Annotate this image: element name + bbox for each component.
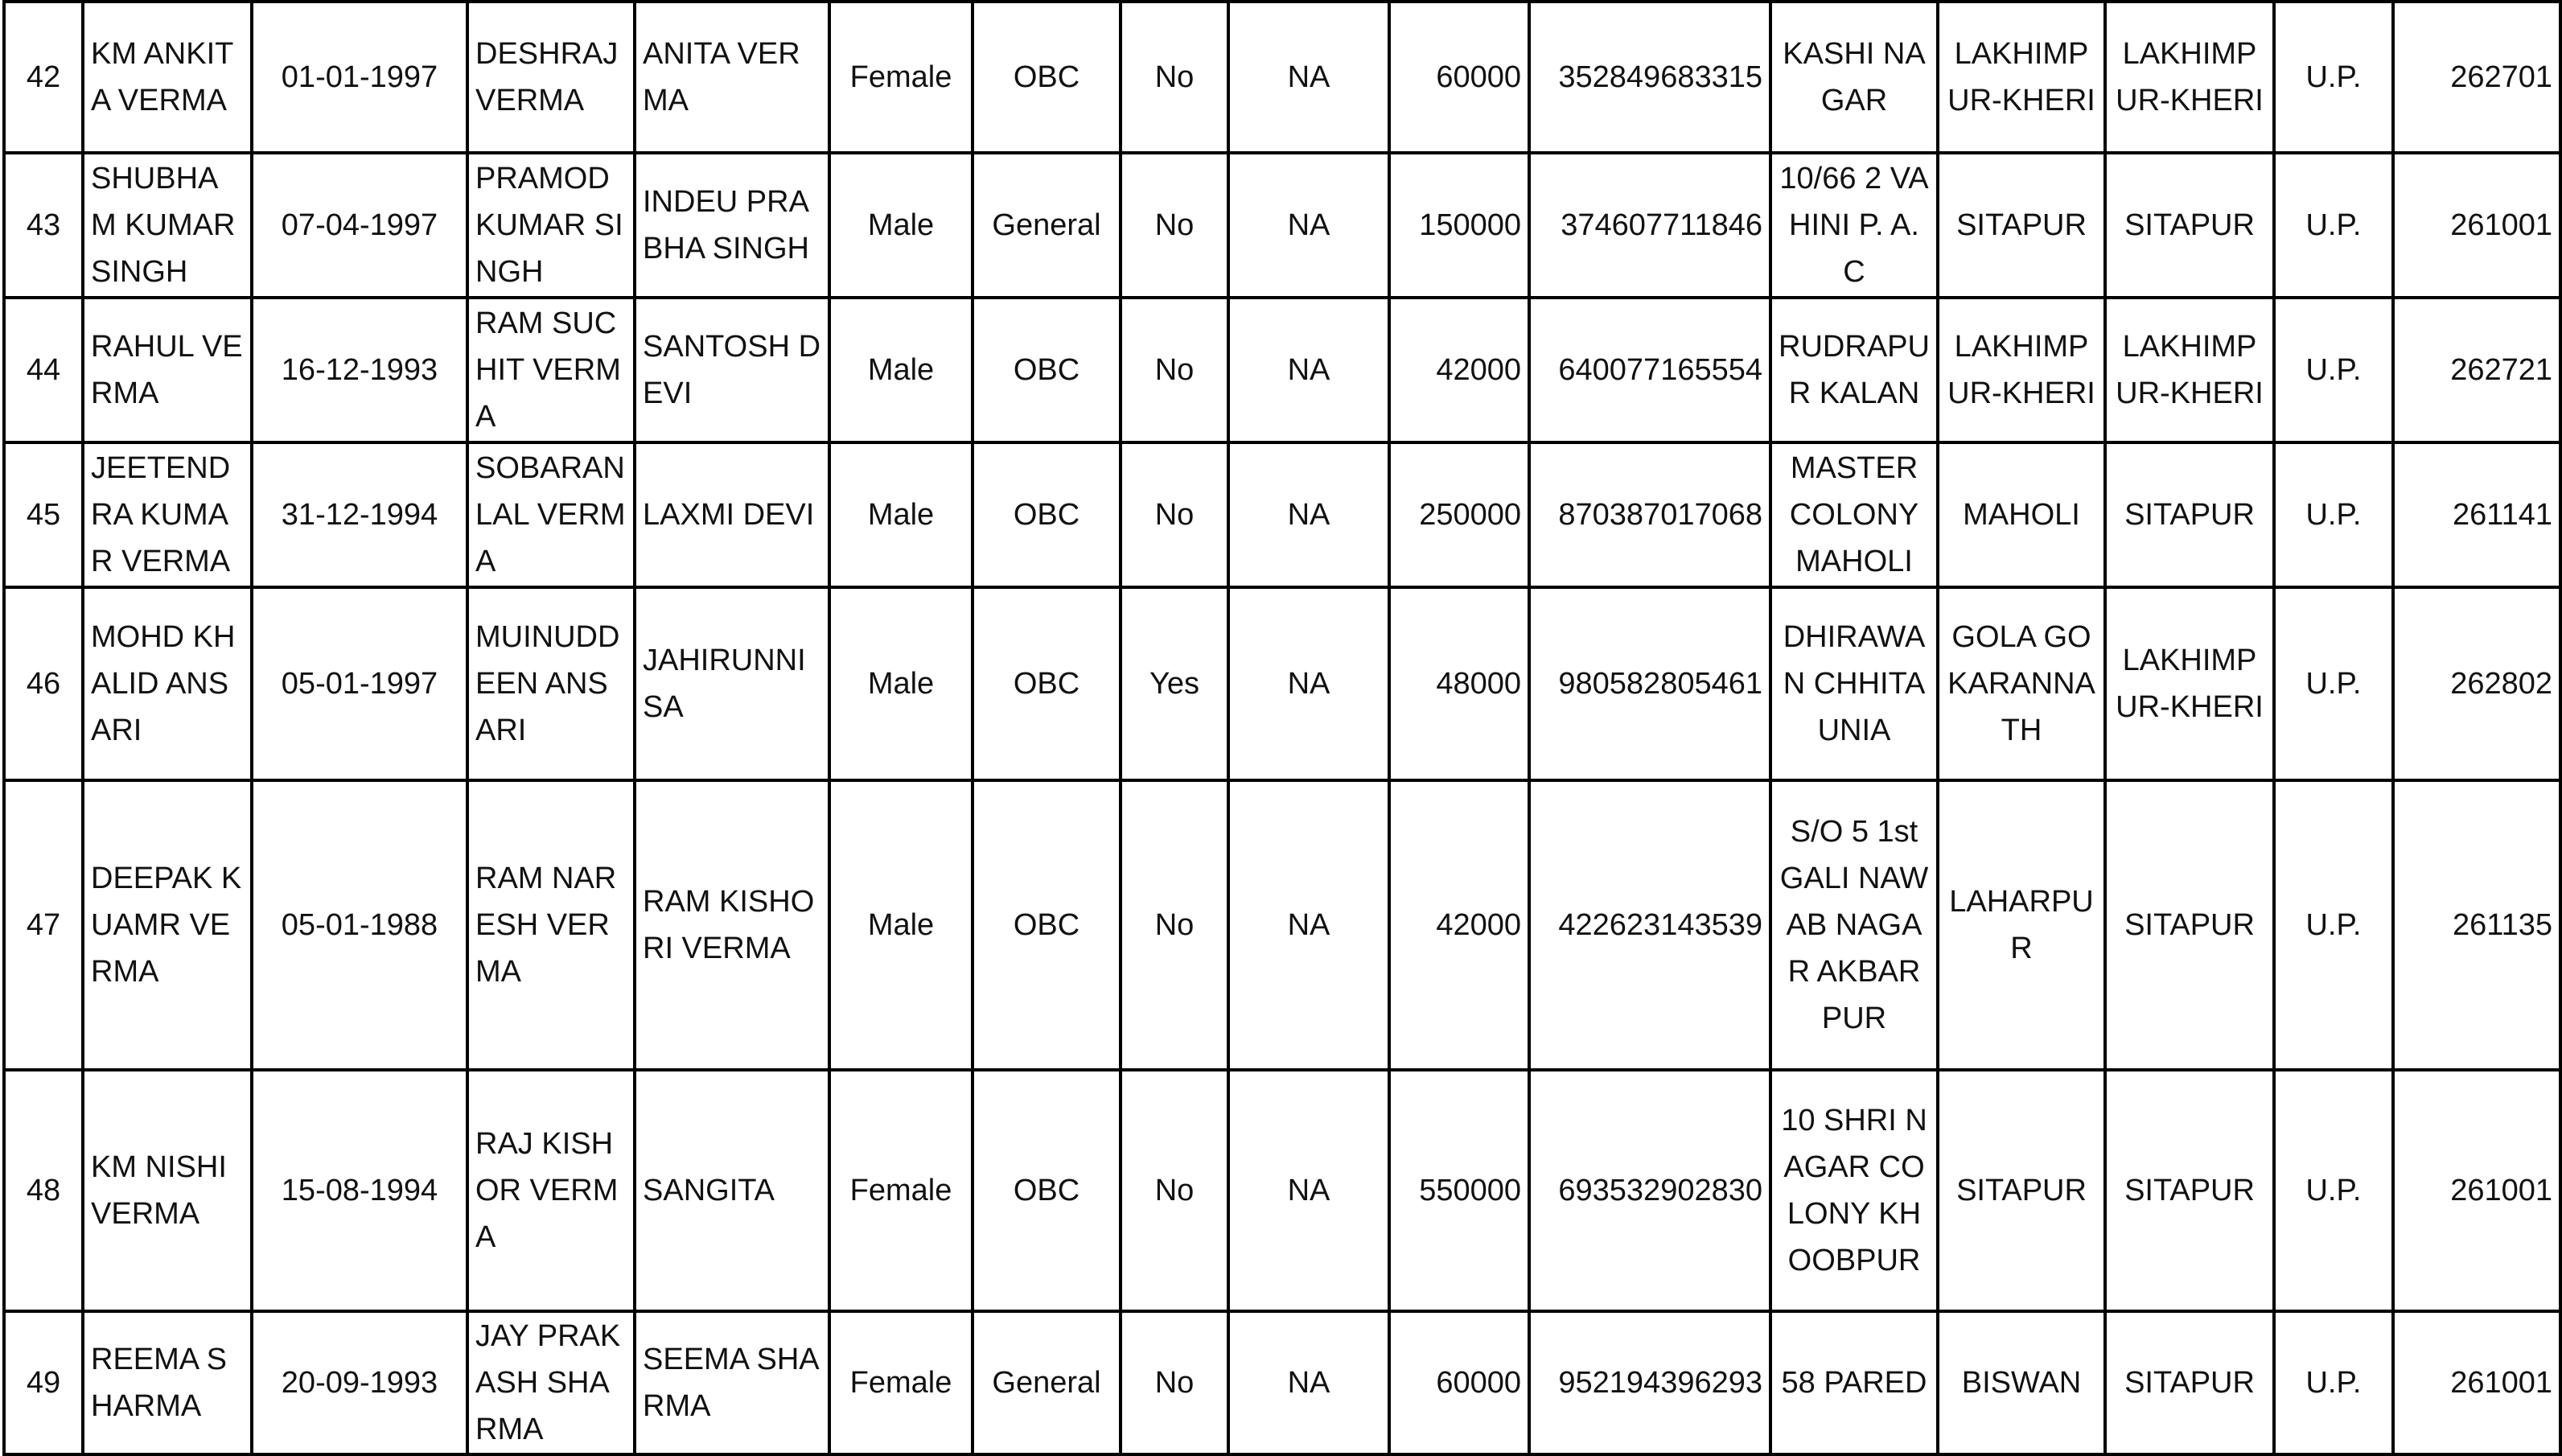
name-cell: RAHUL VERMA (83, 298, 252, 442)
date-of-birth-cell: 31-12-1994 (252, 442, 467, 587)
pin-code-cell: 261001 (2393, 153, 2560, 298)
pin-code-cell: 261001 (2393, 1311, 2560, 1454)
row-number-cell: 46 (4, 587, 83, 780)
father-name-cell: RAM NARESH VERMA (467, 780, 635, 1070)
table-row (4, 298, 2560, 442)
table-row (4, 2, 2560, 153)
city-cell: LAKHIMPUR-KHERI (1938, 298, 2105, 442)
row-number-cell: 49 (4, 1311, 83, 1454)
state-cell: U.P. (2274, 442, 2393, 587)
mother-name-cell: SANTOSH DEVI (635, 298, 829, 442)
address-cell: 58 PARED (1770, 1311, 1938, 1454)
na-cell: NA (1228, 780, 1389, 1070)
id-number-cell: 352849683315 (1529, 2, 1770, 153)
na-cell: NA (1228, 2, 1389, 153)
district-cell: LAKHIMPUR-KHERI (2105, 587, 2274, 780)
table-row (4, 780, 2560, 1070)
gender-cell: Male (829, 780, 973, 1070)
city-cell: GOLA GOKARANNATH (1938, 587, 2105, 780)
id-number-cell: 640077165554 (1529, 298, 1770, 442)
id-number-cell: 693532902830 (1529, 1070, 1770, 1311)
row-number-cell: 47 (4, 780, 83, 1070)
yes-no-cell: No (1121, 298, 1228, 442)
date-of-birth-cell: 16-12-1993 (252, 298, 467, 442)
income-cell: 550000 (1389, 1070, 1529, 1311)
father-name-cell: PRAMOD KUMAR SINGH (467, 153, 635, 298)
state-cell: U.P. (2274, 587, 2393, 780)
date-of-birth-cell: 05-01-1997 (252, 587, 467, 780)
district-cell: SITAPUR (2105, 780, 2274, 1070)
row-number-cell: 44 (4, 298, 83, 442)
income-cell: 250000 (1389, 442, 1529, 587)
city-cell: SITAPUR (1938, 1070, 2105, 1311)
district-cell: SITAPUR (2105, 153, 2274, 298)
pin-code-cell: 261141 (2393, 442, 2560, 587)
income-cell: 60000 (1389, 1311, 1529, 1454)
id-number-cell: 980582805461 (1529, 587, 1770, 780)
date-of-birth-cell: 05-01-1988 (252, 780, 467, 1070)
father-name-cell: RAJ KISHOR VERMA (467, 1070, 635, 1311)
city-cell: MAHOLI (1938, 442, 2105, 587)
father-name-cell: SOBARANLAL VERMA (467, 442, 635, 587)
income-cell: 42000 (1389, 780, 1529, 1070)
gender-cell: Female (829, 1311, 973, 1454)
yes-no-cell: Yes (1121, 587, 1228, 780)
father-name-cell: MUINUDDEEN ANSARI (467, 587, 635, 780)
father-name-cell: JAY PRAKASH SHARMA (467, 1311, 635, 1454)
table-row (4, 1311, 2560, 1454)
state-cell: U.P. (2274, 1070, 2393, 1311)
name-cell: REEMA SHARMA (83, 1311, 252, 1454)
gender-cell: Female (829, 1070, 973, 1311)
category-cell: OBC (973, 2, 1121, 153)
id-number-cell: 952194396293 (1529, 1311, 1770, 1454)
id-number-cell: 870387017068 (1529, 442, 1770, 587)
row-number-cell: 48 (4, 1070, 83, 1311)
na-cell: NA (1228, 587, 1389, 780)
address-cell: MASTER COLONY MAHOLI (1770, 442, 1938, 587)
yes-no-cell: No (1121, 442, 1228, 587)
city-cell: LAHARPUR (1938, 780, 2105, 1070)
pin-code-cell: 262802 (2393, 587, 2560, 780)
address-cell: RUDRAPUR KALAN (1770, 298, 1938, 442)
table-row (4, 442, 2560, 587)
gender-cell: Male (829, 298, 973, 442)
district-cell: LAKHIMPUR-KHERI (2105, 2, 2274, 153)
state-cell: U.P. (2274, 1311, 2393, 1454)
name-cell: KM NISHI VERMA (83, 1070, 252, 1311)
name-cell: KM ANKITA VERMA (83, 2, 252, 153)
category-cell: OBC (973, 587, 1121, 780)
city-cell: BISWAN (1938, 1311, 2105, 1454)
state-cell: U.P. (2274, 298, 2393, 442)
table-row (4, 153, 2560, 298)
na-cell: NA (1228, 442, 1389, 587)
row-number-cell: 45 (4, 442, 83, 587)
city-cell: LAKHIMPUR-KHERI (1938, 2, 2105, 153)
na-cell: NA (1228, 298, 1389, 442)
row-number-cell: 43 (4, 153, 83, 298)
table-row (4, 587, 2560, 780)
mother-name-cell: SEEMA SHARMA (635, 1311, 829, 1454)
district-cell: SITAPUR (2105, 1311, 2274, 1454)
pin-code-cell: 261001 (2393, 1070, 2560, 1311)
address-cell: 10/66 2 VAHINI P. A. C (1770, 153, 1938, 298)
date-of-birth-cell: 01-01-1997 (252, 2, 467, 153)
gender-cell: Male (829, 442, 973, 587)
income-cell: 150000 (1389, 153, 1529, 298)
category-cell: General (973, 1311, 1121, 1454)
id-number-cell: 374607711846 (1529, 153, 1770, 298)
state-cell: U.P. (2274, 2, 2393, 153)
address-cell: S/O 5 1st GALI NAWAB NAGAR AKBARPUR (1770, 780, 1938, 1070)
category-cell: OBC (973, 298, 1121, 442)
name-cell: DEEPAK KUAMR VERMA (83, 780, 252, 1070)
row-number-cell: 42 (4, 2, 83, 153)
yes-no-cell: No (1121, 1311, 1228, 1454)
address-cell: KASHI NAGAR (1770, 2, 1938, 153)
date-of-birth-cell: 15-08-1994 (252, 1070, 467, 1311)
father-name-cell: DESHRAJ VERMA (467, 2, 635, 153)
gender-cell: Female (829, 2, 973, 153)
state-cell: U.P. (2274, 153, 2393, 298)
records-table-body (4, 2, 2560, 1454)
income-cell: 42000 (1389, 298, 1529, 442)
yes-no-cell: No (1121, 780, 1228, 1070)
pin-code-cell: 262721 (2393, 298, 2560, 442)
mother-name-cell: RAM KISHORI VERMA (635, 780, 829, 1070)
name-cell: MOHD KHALID ANSARI (83, 587, 252, 780)
address-cell: DHIRAWAN CHHITAUNIA (1770, 587, 1938, 780)
pin-code-cell: 262701 (2393, 2, 2560, 153)
income-cell: 48000 (1389, 587, 1529, 780)
date-of-birth-cell: 07-04-1997 (252, 153, 467, 298)
id-number-cell: 422623143539 (1529, 780, 1770, 1070)
category-cell: OBC (973, 1070, 1121, 1311)
pin-code-cell: 261135 (2393, 780, 2560, 1070)
mother-name-cell: ANITA VERMA (635, 2, 829, 153)
address-cell: 10 SHRI NAGAR COLONY KHOOBPUR (1770, 1070, 1938, 1311)
gender-cell: Male (829, 587, 973, 780)
district-cell: SITAPUR (2105, 442, 2274, 587)
district-cell: LAKHIMPUR-KHERI (2105, 298, 2274, 442)
yes-no-cell: No (1121, 1070, 1228, 1311)
category-cell: OBC (973, 780, 1121, 1070)
mother-name-cell: SANGITA (635, 1070, 829, 1311)
yes-no-cell: No (1121, 2, 1228, 153)
city-cell: SITAPUR (1938, 153, 2105, 298)
district-cell: SITAPUR (2105, 1070, 2274, 1311)
na-cell: NA (1228, 1311, 1389, 1454)
category-cell: General (973, 153, 1121, 298)
name-cell: SHUBHAM KUMAR SINGH (83, 153, 252, 298)
na-cell: NA (1228, 1070, 1389, 1311)
father-name-cell: RAM SUCHIT VERMA (467, 298, 635, 442)
na-cell: NA (1228, 153, 1389, 298)
state-cell: U.P. (2274, 780, 2393, 1070)
date-of-birth-cell: 20-09-1993 (252, 1311, 467, 1454)
mother-name-cell: LAXMI DEVI (635, 442, 829, 587)
mother-name-cell: JAHIRUNNISA (635, 587, 829, 780)
category-cell: OBC (973, 442, 1121, 587)
yes-no-cell: No (1121, 153, 1228, 298)
name-cell: JEETENDRA KUMAR VERMA (83, 442, 252, 587)
records-table (2, 0, 2562, 1456)
mother-name-cell: INDEU PRABHA SINGH (635, 153, 829, 298)
table-row (4, 1070, 2560, 1311)
income-cell: 60000 (1389, 2, 1529, 153)
gender-cell: Male (829, 153, 973, 298)
